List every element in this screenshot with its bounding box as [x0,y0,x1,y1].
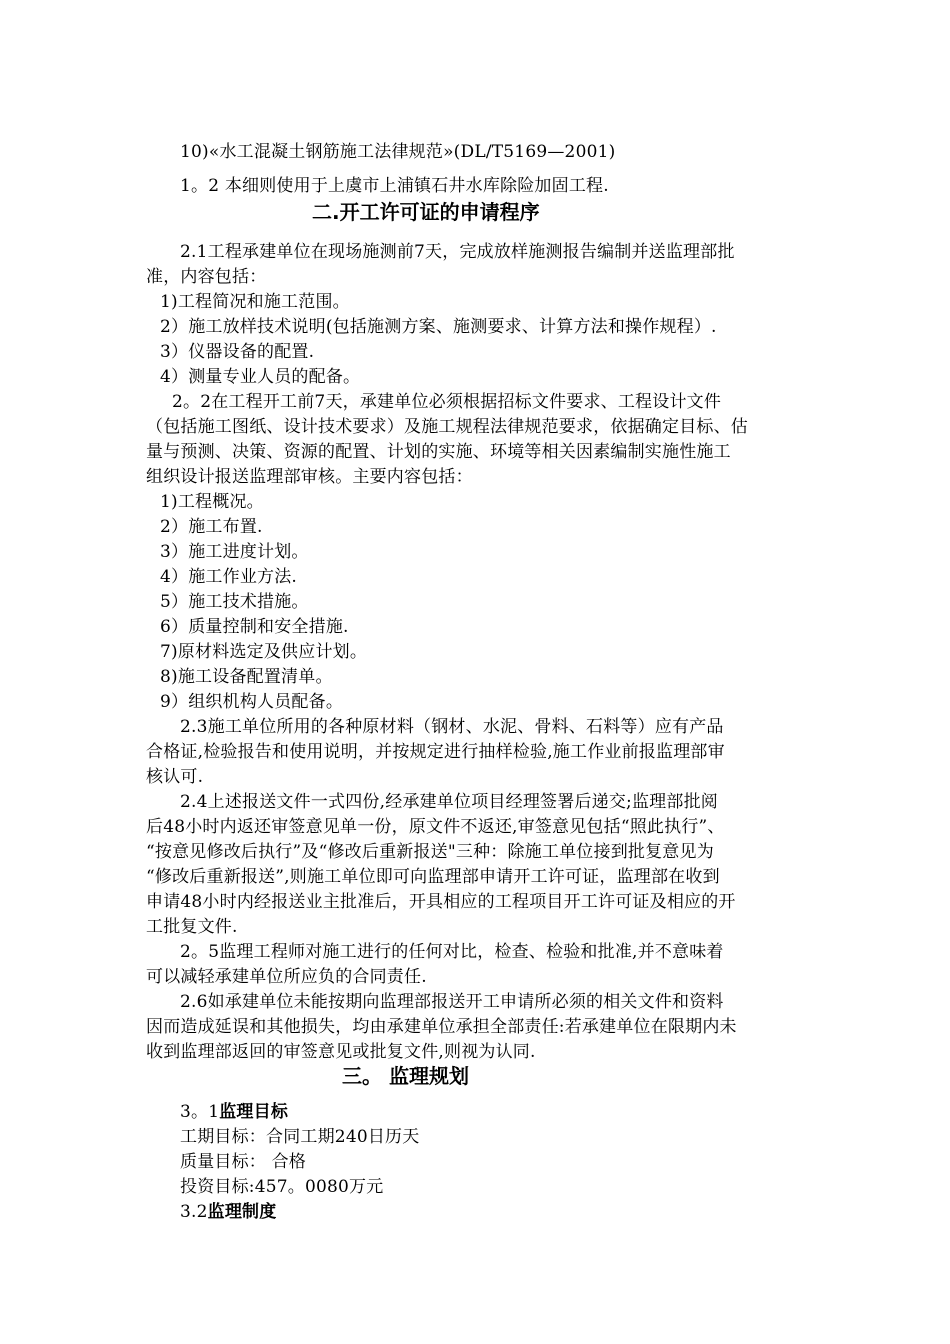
paragraph-2-3-line: 2.3施工单位所用的各种原材料（钢材、水泥、骨料、石料等）应有产品 [180,717,724,737]
section-heading-3: 三。 监理规划 [342,1064,469,1088]
subsection-title: 监理制度 [207,1202,277,1222]
list-item: 9）组织机构人员配备。 [160,692,344,712]
paragraph-2-1-line: 2.1工程承建单位在现场施测前7天，完成放样施测报告编制并送监理部批 [180,242,735,262]
subsection-number: 3。1 [180,1102,220,1122]
paragraph-2-4-line: 申请48小时内经报送业主批准后，开具相应的工程项目开工许可证及相应的开 [146,892,736,912]
paragraph-2-2-line: （包括施工图纸、设计技术要求）及施工规程法律规范要求，依据确定目标、估 [146,417,748,437]
list-item: 1)工程概况。 [160,492,264,512]
paragraph-2-4-line: 2.4上述报送文件一式四份,经承建单位项目经理签署后递交;监理部批阅 [180,792,718,812]
paragraph-2-4-line: 后48小时内返还审签意见单一份，原文件不返还,审签意见包括“照此执行”、 [146,817,725,837]
list-item: 8)施工设备配置清单。 [160,667,333,687]
reference-item-10: 10)«水工混凝土钢筋施工法律规范»(DL/T5169—2001) [180,142,616,162]
goal-investment: 投资目标:457。0080万元 [180,1177,384,1197]
list-item: 4）测量专业人员的配备。 [160,367,361,387]
list-item: 7)原材料选定及供应计划。 [160,642,368,662]
list-item: 4）施工作业方法. [160,567,298,587]
paragraph-2-5-line: 2。5监理工程师对施工进行的任何对比，检查、检验和批准,并不意味着 [180,942,724,962]
subsection-3-1 [180,1100,288,1124]
paragraph-2-4-line: “按意见修改后执行”及“修改后重新报送"三种：除施工单位接到批复意见为 [146,842,714,862]
paragraph-2-6-line: 因而造成延误和其他损失，均由承建单位承担全部责任:若承建单位在限期内未 [146,1017,737,1037]
subsection-number: 3.2 [180,1202,208,1222]
list-item: 3）仪器设备的配置. [160,342,315,362]
paragraph-1-2: 1。2 本细则使用于上虞市上浦镇石井水库除险加固工程. [180,176,609,196]
list-item: 3）施工进度计划。 [160,542,309,562]
paragraph-2-3-line: 合格证,检验报告和使用说明，并按规定进行抽样检验,施工作业前报监理部审 [146,742,725,762]
subsection-title: 监理目标 [219,1102,289,1122]
paragraph-2-2-line: 量与预测、决策、资源的配置、计划的实施、环境等相关因素编制实施性施工 [146,442,731,462]
paragraph-2-6-line: 2.6如承建单位未能按期向监理部报送开工申请所必须的相关文件和资料 [180,992,724,1012]
paragraph-2-4-line: “修改后重新报送”,则施工单位即可向监理部申请开工许可证，监理部在收到 [146,867,720,887]
list-item: 2）施工布置. [160,517,263,537]
paragraph-2-4-line: 工批复文件. [146,917,238,937]
paragraph-2-5-line: 可以减轻承建单位所应负的合同责任. [146,967,427,987]
paragraph-2-2-line: 2。2在工程开工前7天，承建单位必须根据招标文件要求、工程设计文件 [172,392,722,412]
goal-quality: 质量目标： 合格 [180,1152,307,1172]
paragraph-2-2-line: 组织设计报送监理部审核。主要内容包括： [146,467,473,487]
list-item: 2）施工放样技术说明(包括施测方案、施测要求、计算方法和操作规程）. [160,317,717,337]
goal-schedule: 工期目标：合同工期240日历天 [180,1127,420,1147]
list-item: 5）施工技术措施。 [160,592,309,612]
subsection-3-2 [180,1200,276,1224]
paragraph-2-6-line: 收到监理部返回的审签意见或批复文件,则视为认同. [146,1042,536,1062]
paragraph-2-3-line: 核认可. [146,767,204,787]
section-heading-2: 二.开工许可证的申请程序 [312,200,540,224]
paragraph-2-1-line: 准，内容包括： [146,267,267,287]
list-item: 1)工程简况和施工范围。 [160,292,350,312]
list-item: 6）质量控制和安全措施. [160,617,349,637]
